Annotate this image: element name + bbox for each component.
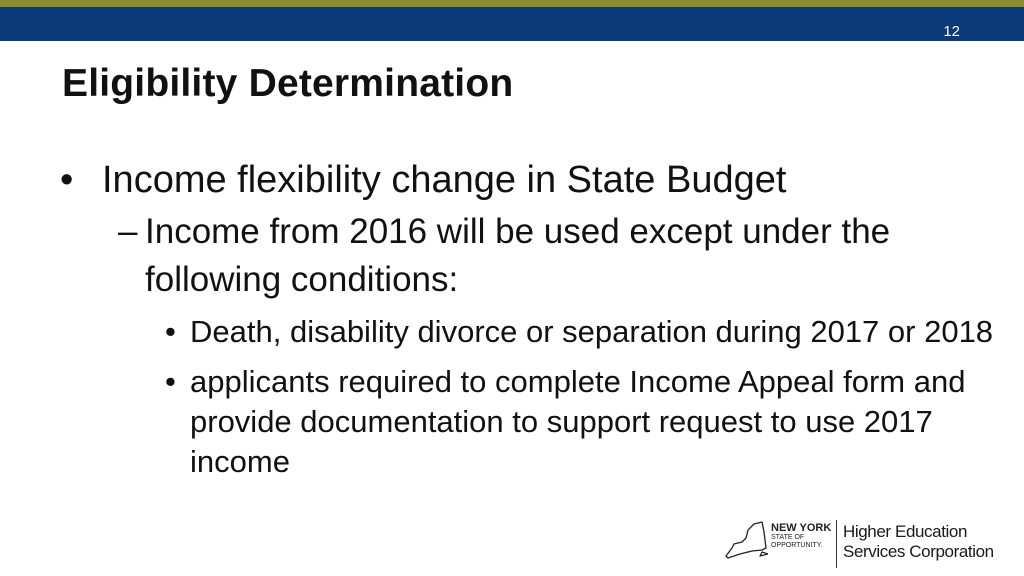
dash-marker: – xyxy=(118,212,138,251)
header-bar xyxy=(0,7,1024,41)
ny-logo-line2: STATE OF xyxy=(771,534,805,541)
ny-logo-line3: OPPORTUNITY. xyxy=(771,542,823,549)
bullet-text: Income flexibility change in State Budget xyxy=(102,159,787,201)
bullet-marker: • xyxy=(165,314,176,349)
bullet-text: applicants required to complete Income Appeal form and provide documentation to support request to use 2017 income xyxy=(190,364,966,479)
slide-title: Eligibility Determination xyxy=(62,62,514,105)
slide-body xyxy=(60,156,1000,482)
bullet-level3 xyxy=(165,312,1000,352)
ny-logo-text xyxy=(771,522,831,550)
footer-logos xyxy=(722,514,1012,572)
bullet-marker: • xyxy=(165,364,176,399)
hesc-logo-line1: Higher Education xyxy=(843,522,968,541)
logo-divider xyxy=(836,520,837,568)
accent-band xyxy=(0,0,1024,7)
ny-state-outline-icon xyxy=(722,518,768,562)
bullet-marker: • xyxy=(60,159,74,201)
slide-number: 12 xyxy=(943,23,960,40)
bullet-text: Death, disability divorce or separation during 2017 or 2018 xyxy=(190,314,994,349)
bullet-level3 xyxy=(165,362,1000,482)
hesc-logo xyxy=(843,522,994,562)
hesc-logo-line2: Services Corporation xyxy=(843,542,994,561)
ny-logo-line1: NEW YORK xyxy=(771,522,832,534)
bullet-level2 xyxy=(118,208,1000,304)
bullet-level1 xyxy=(60,156,1000,204)
bullet-text: Income from 2016 will be used except under the following conditions: xyxy=(145,212,891,299)
